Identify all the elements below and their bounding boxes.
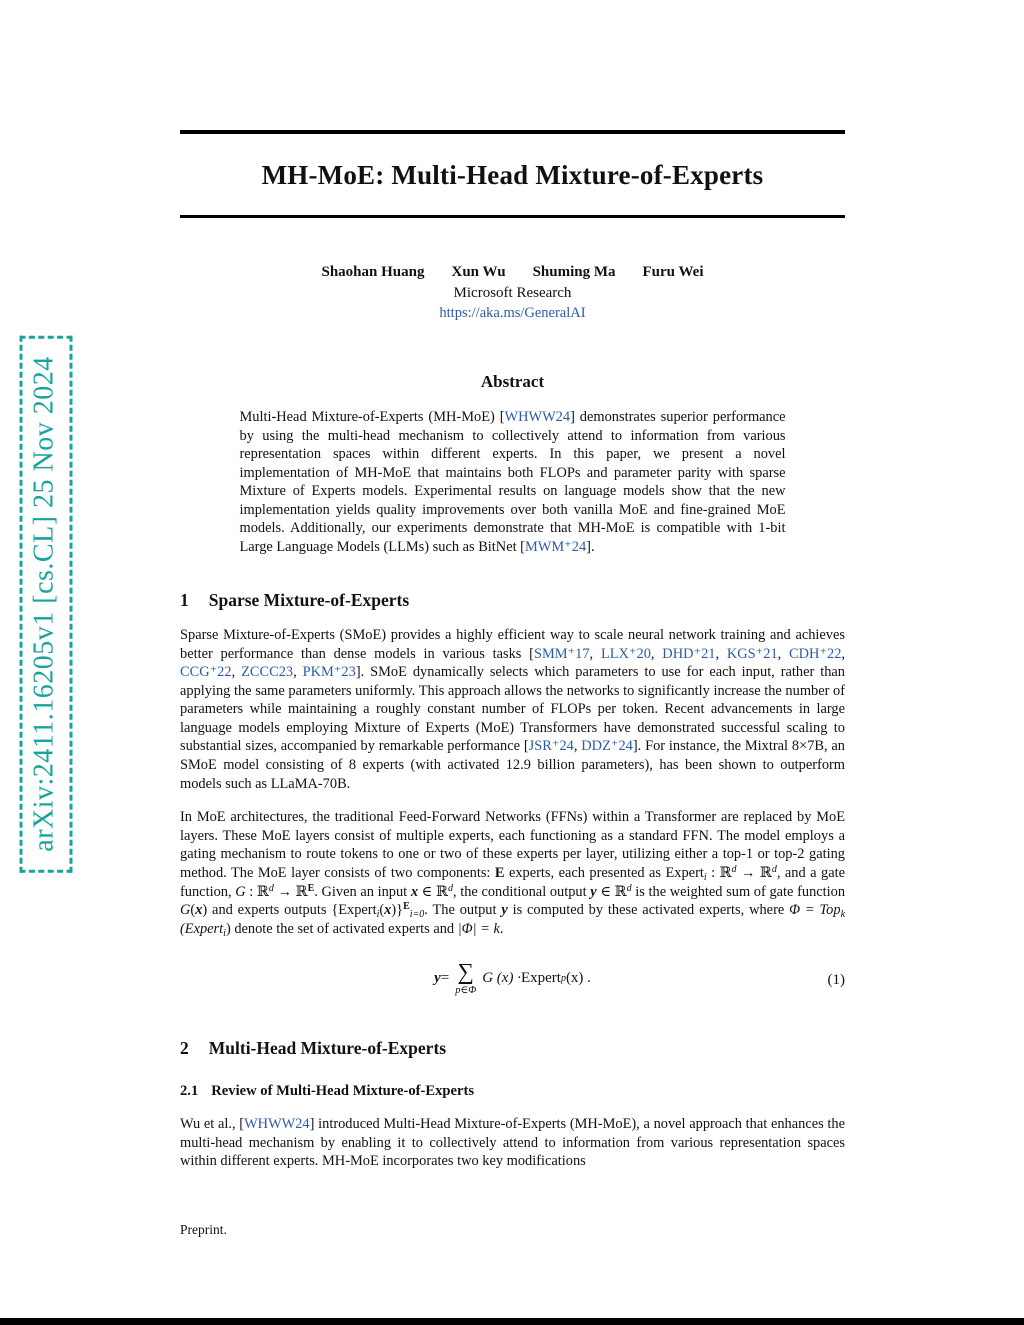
abstract-text <box>240 408 786 556</box>
text-segment: , <box>841 645 846 662</box>
author-name-3: Shuming Ma <box>532 264 616 280</box>
text-segment: , the conditional output <box>452 883 591 900</box>
text-segment: , <box>589 645 601 662</box>
title-rule-top <box>180 130 845 134</box>
affiliation: Microsoft Research <box>453 285 572 301</box>
author-name-1: Shaohan Huang <box>321 264 425 280</box>
text-segment: |Φ| = k <box>457 920 500 937</box>
equation-1-body <box>434 960 591 996</box>
sigma-glyph: ∑ <box>457 959 474 985</box>
citation-link[interactable]: WHWW24 <box>244 1116 310 1133</box>
text-segment: and experts outputs {Expert <box>207 902 377 919</box>
text-segment: , <box>650 645 663 662</box>
text-segment: is the weighted sum of gate function <box>631 883 846 900</box>
citation-link[interactable]: DDZ⁺24 <box>581 738 633 755</box>
text-segment: x <box>195 902 203 919</box>
text-segment: experts, each presented as Expert <box>504 864 704 881</box>
subsection-2-1-number: 2.1 <box>180 1083 199 1100</box>
text-segment: . <box>499 920 504 937</box>
text-segment: d <box>731 863 737 875</box>
text-segment: ] introduced Multi-Head Mixture-of-Experts (MH-MoE), a novel approach that enhances the multi-head mechanism by enabling it to collectively attend to information from various representation spaces within different experts. MH-MoE incorporates two key modifications <box>180 1116 845 1170</box>
text-segment: ( <box>379 902 385 919</box>
section-2-title: Multi-Head Mixture-of-Experts <box>208 1038 447 1059</box>
text-segment: . The output <box>424 902 502 919</box>
text-segment: In MoE architectures, the traditional Feed-Forward Networks (FFNs) within a Transformer are replaced by MoE layers. These MoE layers consist of multiple experts, each functioning as a standard FFN. The model employs a gating mechanism to route tokens to one or two of these experts per layer, utilizing either a top-1 or top-2 gating method. The MoE layer consists of two components: <box>180 809 845 881</box>
text-segment: , <box>715 645 727 662</box>
citation-link[interactable]: ZCCC23 <box>241 664 294 681</box>
text-segment: i=0 <box>409 909 425 921</box>
citation-link[interactable]: LLX⁺20 <box>600 645 651 662</box>
citation-link[interactable]: SMM⁺17 <box>533 645 590 662</box>
text-segment: y <box>590 883 597 900</box>
section-1-heading <box>180 590 845 611</box>
text-segment: ( <box>190 902 196 919</box>
equation-gate-term: G (x) · <box>482 969 521 986</box>
text-segment: ∈ ℝ <box>418 883 448 900</box>
section-2-heading <box>180 1038 845 1059</box>
text-segment: y <box>501 902 508 919</box>
summation-symbol <box>455 960 476 996</box>
text-segment: ∈ ℝ <box>596 883 627 900</box>
text-segment: E <box>494 864 505 881</box>
paper-content-column <box>180 0 846 1237</box>
text-segment: → ℝ <box>273 883 308 900</box>
text-segment: E <box>307 882 315 894</box>
preprint-note: Preprint. <box>180 1222 227 1237</box>
section-2-number: 2 <box>180 1038 189 1059</box>
text-segment: , and a gate function, <box>180 864 845 900</box>
sigma-subscript: p∈Φ <box>455 985 477 997</box>
equation-number: (1) <box>827 972 845 989</box>
text-segment: )} <box>391 902 404 919</box>
text-segment: , <box>573 738 582 755</box>
text-segment: E <box>403 901 410 913</box>
author-names-row <box>180 264 845 281</box>
text-segment: : ℝ <box>245 883 269 900</box>
citation-link[interactable]: MWM⁺24 <box>524 538 587 555</box>
citation-link[interactable]: DHD⁺21 <box>662 645 716 662</box>
section-1-paragraph-1 <box>180 626 845 793</box>
citation-link[interactable]: JSR⁺24 <box>528 738 574 755</box>
text-segment: ] demonstrates superior performance by using the multi-head mechanism to collectively attend to information from various representation spaces within different experts. In this paper, we present a novel implementation of MH-MoE that maintains both FLOPs and parameter parity with sparse Mixture of Experts models. Experimental results on language models show that the new implementation yields quality improvements over both vanilla MoE and fine-grained MoE models. Additionally, our experiments demonstrate that MH-MoE is compatible with 1-bit Large Language Models (LLMs) such as BitNet [ <box>239 409 786 555</box>
section-1-title: Sparse Mixture-of-Experts <box>208 590 410 610</box>
equation-expert-label: Expert <box>520 969 561 986</box>
text-segment: d <box>268 882 274 894</box>
citation-link[interactable]: WHWW24 <box>504 409 571 425</box>
text-segment: (Expert <box>180 920 224 937</box>
subsection-2-1-heading <box>180 1083 845 1100</box>
title-rule-bottom <box>180 215 845 218</box>
text-segment: , <box>777 645 790 662</box>
text-segment: ) <box>202 902 208 919</box>
text-segment: k <box>840 909 846 921</box>
text-segment: d <box>771 863 777 875</box>
abstract-heading: Abstract <box>480 372 545 391</box>
text-segment: d <box>447 882 453 894</box>
text-segment: ]. SMoE dynamically selects which parameters to use for each input, rather than applying the same parameters uniformly. This approach allows the networks to significantly increase the number of parameters while maintaining a roughly constant number of FLOPs per token. Recent advancements in large language models employing Mixture of Experts (MoE) Transformers have demonstrated successful scaling to substantial sizes, accompanied by remarkable performance [ <box>180 664 845 755</box>
text-segment: Multi-Head Mixture-of-Experts (MH-MoE) [ <box>239 409 505 425</box>
arxiv-watermark <box>20 335 73 872</box>
citation-link[interactable]: PKM⁺23 <box>302 664 356 681</box>
paper-title: MH-MoE: Multi-Head Mixture-of-Experts <box>261 160 764 190</box>
text-segment: : ℝ <box>706 864 732 881</box>
text-segment: . Given an input <box>314 883 411 900</box>
text-segment: d <box>626 882 632 894</box>
author-name-2: Xun Wu <box>451 264 506 280</box>
text-segment: Sparse Mixture-of-Experts (SMoE) provides a highly efficient way to scale neural network training and achieves better performance than dense models in various tasks [ <box>180 627 845 662</box>
citation-link[interactable]: CDH⁺22 <box>789 645 842 662</box>
page-bottom-bar <box>0 1318 1024 1325</box>
text-segment: G <box>235 883 246 900</box>
text-segment: G <box>180 902 191 919</box>
text-segment: i <box>376 909 380 921</box>
text-segment: Φ = Top <box>789 902 841 919</box>
text-segment: → ℝ <box>736 864 772 881</box>
text-segment: ]. For instance, the Mixtral 8×7B, an SMoE model consisting of 8 experts (with activated 12.9 billion parameters), has been shown to outperform models such as LLaMA-70B. <box>180 738 845 792</box>
citation-link[interactable]: KGS⁺21 <box>726 645 778 662</box>
equation-expert-subscript: p <box>560 972 566 984</box>
author-block <box>180 264 845 322</box>
text-segment: ]. <box>586 538 595 555</box>
equation-1 <box>180 960 845 1004</box>
section-1-number: 1 <box>180 590 189 610</box>
text-segment: , <box>231 664 242 681</box>
section-1-paragraph-2 <box>180 808 845 938</box>
text-segment: , <box>293 664 303 681</box>
text-segment: is computed by these activated experts, where <box>507 902 790 919</box>
text-segment: i <box>223 927 226 939</box>
text-segment: i <box>703 871 707 883</box>
equation-tail: (x) . <box>565 969 591 986</box>
section-2-paragraph-1 <box>180 1115 845 1171</box>
text-segment: Wu et al., [ <box>180 1116 245 1133</box>
text-segment: x <box>384 902 392 919</box>
author-name-4: Furu Wei <box>642 264 704 280</box>
equation-output-var: y <box>434 969 441 986</box>
text-segment: ) denote the set of activated experts and <box>225 920 458 937</box>
text-segment: x <box>410 883 419 900</box>
arxiv-watermark-text: arXiv:2411.16205v1 [cs.CL] 25 Nov 2024 <box>28 356 60 852</box>
citation-link[interactable]: CCG⁺22 <box>180 664 232 681</box>
project-link[interactable]: https://aka.ms/GeneralAI <box>439 305 586 321</box>
equation-equals: = <box>440 969 450 986</box>
subsection-2-1-title: Review of Multi-Head Mixture-of-Experts <box>211 1083 475 1100</box>
